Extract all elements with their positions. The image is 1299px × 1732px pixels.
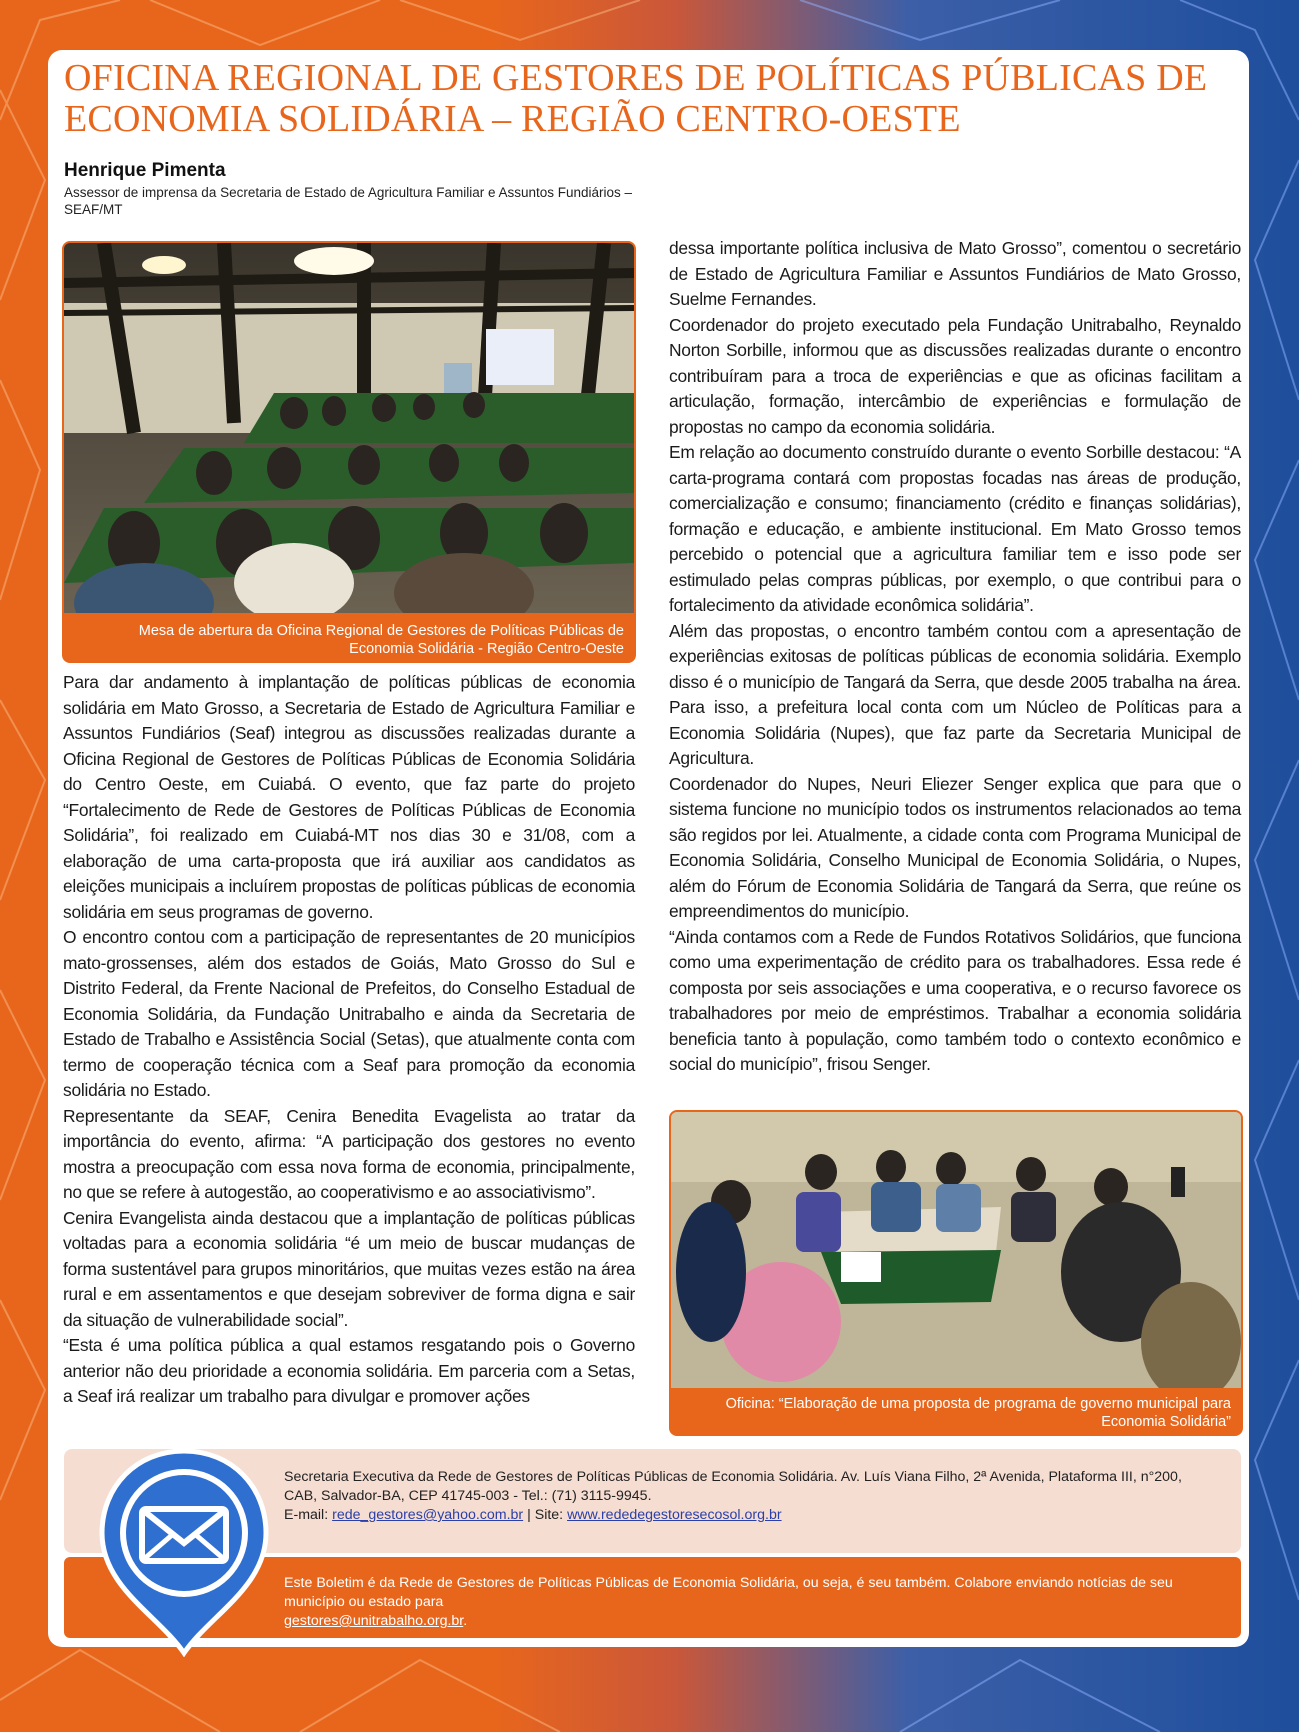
email-link[interactable]: rede_gestores@yahoo.com.br bbox=[332, 1507, 524, 1523]
bulletin-end: . bbox=[463, 1613, 468, 1629]
contact-address-2: CAB, Salvador-BA, CEP 41745-003 - Tel.: (71) 3115-9945. bbox=[284, 1488, 652, 1504]
paragraph: Representante da SEAF, Cenira Benedita Evagelista ao tratar da importância do evento, afirma: “A participação dos gestores no evento mostra a preocupação com essa nova forma de economia, principalmente, no que se refere à autogestão, ao cooperativismo e ao associativismo”. bbox=[63, 1105, 635, 1202]
paragraph: O encontro contou com a participação de representantes de 20 municípios mato-grossenses, além dos estados de Goiás, Mato Grosso do Sul e Distrito Federal, da Frente Nacional de Prefeitos, do Conselho Estadual de Economia Solidária, da Fundação Unitrabalho e ainda da Secretaria de Estado de Trabalho e Assistência Social (Setas), que atualmente conta com termo de cooperação técnica com a Seaf para promoção da economia solidária no Estado. bbox=[63, 927, 635, 1100]
envelope-icon bbox=[98, 1447, 270, 1657]
figure-conference bbox=[62, 241, 636, 663]
paragraph: Para dar andamento à implantação de políticas públicas de economia solidária em Mato Grosso, a Secretaria de Estado de Agricultura Familiar e Assuntos Fundiários (Seaf) integrou as discussões realizadas durante a Oficina Regional de Gestores de Políticas Públicas de Economia Solidária do Centro Oeste, em Cuiabá. O evento, que faz parte do projeto “Fortalecimento de Rede de Gestores de Políticas Públicas de Economia Solidária”, foi realizado em Cuiabá-MT nos dias 30 e 31/08, com a elaboração de uma carta-proposta que irá auxiliar aos candidatos as eleições municipais a incluírem propostas de políticas públicas de economia solidária em seus programas de governo. bbox=[63, 672, 635, 922]
figure-workshop bbox=[669, 1110, 1243, 1436]
conference-hall-photo bbox=[64, 243, 634, 613]
author-name: Henrique Pimenta bbox=[64, 160, 226, 181]
byline bbox=[64, 160, 644, 218]
figure-caption: Oficina: “Elaboração de uma proposta de programa de governo municipal para Economia Solidária” bbox=[671, 1392, 1241, 1434]
footer-contact bbox=[284, 1468, 1224, 1525]
paragraph: dessa importante política inclusiva de Mato Grosso”, comentou o secretário de Estado de Agricultura Familiar e Assuntos Fundiários de Mato Grosso, Suelme Fernandes. bbox=[669, 238, 1241, 309]
author-role: Assessor de imprensa da Secretaria de Estado de Agricultura Familiar e Assuntos Fundiários – SEAF/MT bbox=[64, 185, 633, 217]
paragraph: Em relação ao documento construído durante o evento Sorbille destacou: “A carta-programa contará com propostas focadas nas áreas de produção, comercialização e consumo; financiamento (crédito e finanças solidárias), formação e educação, e ambiente institucional. Em Mato Grosso temos percebido o potencial que a agricultura familiar tem e isso pode ser estimulado pelas compras públicas, por exemplo, o que contribui para o fortalecimento da atividade econômica solidária”. bbox=[669, 442, 1241, 615]
right-column bbox=[669, 236, 1241, 1078]
paragraph: Cenira Evangelista ainda destacou que a implantação de políticas públicas voltadas para a economia solidária “é um meio de buscar mudanças de forma sustentável para grupos minoritários, que muitas vezes estão na área rural e em assentamentos e que desejam sobreviver de forma digna e sair da situação de vulnerabilidade social”. bbox=[63, 1207, 635, 1330]
figure-caption: Mesa de abertura da Oficina Regional de Gestores de Políticas Públicas de Economia Solidária - Região Centro-Oeste bbox=[64, 619, 634, 661]
paragraph: Além das propostas, o encontro também contou com a apresentação de experiências exitosas de políticas públicas de economia solidária. Exemplo disso é o município de Tangará da Serra, que desde 2005 trabalha na área. Para isso, a prefeitura local conta com um Núcleo de Políticas para a Economia Solidária (Nupes), que faz parte da Secretaria Municipal de Agricultura. bbox=[669, 620, 1241, 768]
footer-bulletin bbox=[284, 1574, 1224, 1631]
site-link[interactable]: www.rededegestoresecosol.org.br bbox=[567, 1507, 782, 1523]
article-headline: OFICINA REGIONAL DE GESTORES DE POLÍTICAS PÚBLICAS DE ECONOMIA SOLIDÁRIA – REGIÃO CENTRO-OESTE bbox=[64, 57, 1208, 140]
site-separator: | Site: bbox=[523, 1507, 568, 1523]
paragraph: “Ainda contamos com a Rede de Fundos Rotativos Solidários, que funciona como uma experimentação de crédito para os trabalhadores. Essa rede é composta por seis associações e uma cooperativa, e o recurso favorece os trabalhadores por meio de empréstimos. Trabalhar a economia solidária beneficia tanto à população, como também todo o contexto econômico e social do município”, frisou Senger. bbox=[669, 926, 1241, 1074]
workshop-group-photo bbox=[671, 1112, 1241, 1388]
left-column bbox=[63, 670, 635, 1410]
paragraph: “Esta é uma política pública a qual estamos resgatando pois o Governo anterior não deu prioridade a economia solidária. Em parceria com a Setas, a Seaf irá realizar um trabalho para divulgar e promover ações bbox=[63, 1335, 635, 1406]
bulletin-text: Este Boletim é da Rede de Gestores de Políticas Públicas de Economia Solidária, ou seja, é seu também. Colabore enviando notícias de seu município ou estado para bbox=[284, 1575, 1173, 1610]
paragraph: Coordenador do projeto executado pela Fundação Unitrabalho, Reynaldo Norton Sorbille, informou que as discussões realizadas durante o encontro contribuíram para a troca de experiências e que as oficinas facilitam a articulação, formação, intercâmbio de experiências e formulação de propostas no campo da economia solidária. bbox=[669, 314, 1241, 437]
email-label: E-mail: bbox=[284, 1507, 333, 1523]
bulletin-email-link[interactable]: gestores@unitrabalho.org.br bbox=[284, 1613, 464, 1629]
paragraph: Coordenador do Nupes, Neuri Eliezer Senger explica que para que o sistema funcione no município todos os instrumentos relacionados ao tema são regidos por lei. Atualmente, a cidade conta com Programa Municipal de Economia Solidária, Conselho Municipal de Economia Solidária, o Nupes, além do Fórum de Economia Solidária de Tangará da Serra, que reúne os empreendimentos do município. bbox=[669, 773, 1241, 921]
contact-address: Secretaria Executiva da Rede de Gestores de Políticas Públicas de Economia Solidária. Av. Luís Viana Filho, 2ª Avenida, Plataforma III, n°200, bbox=[284, 1469, 1182, 1485]
